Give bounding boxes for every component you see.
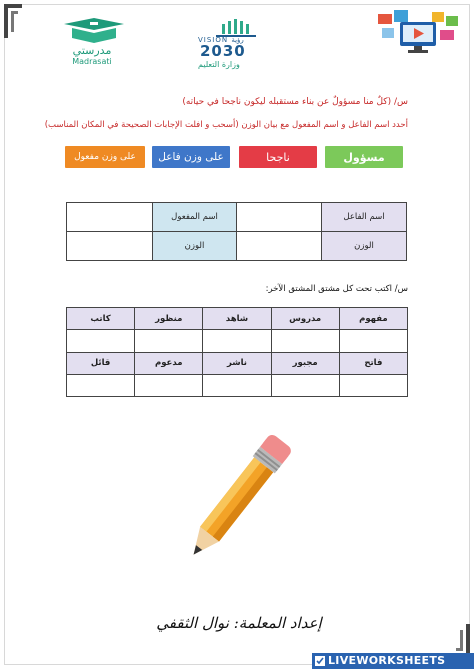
derivative-word-cell: كاتب	[67, 308, 135, 330]
answer-input-cell[interactable]	[271, 374, 339, 396]
answer-table	[66, 202, 407, 261]
pencil-icon	[168, 418, 318, 568]
question-2-text: أحدد اسم الفاعل و اسم المفعول مع بيان الوزن (أسحب و افلت الإجابات الصحيحة في المكان المناسب)	[44, 120, 408, 130]
derivative-word-cell: منظور	[135, 308, 203, 330]
table-row	[67, 374, 408, 396]
drag-chip-fa3il-weight[interactable]: على وزن فاعل	[152, 146, 230, 168]
answer-input-cell[interactable]	[339, 330, 407, 352]
answer-input-cell[interactable]	[67, 374, 135, 396]
derivative-word-cell: مفهوم	[339, 308, 407, 330]
drag-chip-najihan[interactable]: ناجحا	[239, 146, 317, 168]
subject-label-cell: اسم الفاعل	[322, 203, 407, 232]
drop-zone-subject-weight[interactable]	[237, 232, 322, 261]
corner-ornament-icon	[2, 2, 24, 40]
ministry-name: وزارة التعليم	[198, 60, 240, 69]
table-row	[67, 352, 408, 374]
subject-weight-label-cell: الوزن	[322, 232, 407, 261]
derivative-word-cell: فاتح	[339, 352, 407, 374]
derivatives-table	[66, 307, 408, 397]
table-row	[67, 330, 408, 352]
drop-zone-subject[interactable]	[237, 203, 322, 232]
vision-word: VISION رؤية	[198, 36, 244, 44]
object-weight-label-cell: الوزن	[153, 232, 237, 261]
question-3-text: س/ اكتب تحت كل مشتق المشتق الآخر:	[265, 284, 408, 294]
answer-input-cell[interactable]	[271, 330, 339, 352]
answer-input-cell[interactable]	[135, 374, 203, 396]
answer-input-cell[interactable]	[203, 330, 271, 352]
teacher-credit: إعداد المعلمة: نوال الثقفي	[156, 614, 322, 632]
vision-year: 2030	[200, 42, 246, 60]
liveworksheets-brand[interactable]: LIVEWORKSHEETS	[328, 654, 446, 667]
video-media-icon	[378, 10, 460, 56]
derivative-word-cell: ناشر	[203, 352, 271, 374]
derivative-word-cell: قائل	[67, 352, 135, 374]
object-label-cell: اسم المفعول	[153, 203, 237, 232]
drop-zone-object-weight[interactable]	[67, 203, 153, 232]
answer-input-cell[interactable]	[339, 374, 407, 396]
table-row	[67, 308, 408, 330]
drag-chip-masool[interactable]: مسؤول	[325, 146, 403, 168]
question-1-text: س/ (كلٌ منا مسؤولٌ عن بناء مستقبله ليكون ناجحا في حياته)	[182, 97, 408, 107]
liveworksheets-logo-icon	[314, 655, 326, 667]
derivative-word-cell: مدعوم	[135, 352, 203, 374]
drag-chip-maf3ool-weight[interactable]: على وزن مفعول	[65, 146, 145, 168]
answer-input-cell[interactable]	[67, 330, 135, 352]
madrasati-arabic-text: مدرستي	[72, 44, 112, 57]
answer-input-cell[interactable]	[135, 330, 203, 352]
derivative-word-cell: مجبور	[271, 352, 339, 374]
derivative-word-cell: شاهد	[203, 308, 271, 330]
derivative-word-cell: مدروس	[271, 308, 339, 330]
drop-zone-object[interactable]	[67, 232, 153, 261]
answer-input-cell[interactable]	[203, 374, 271, 396]
madrasati-latin-text: Madrasati	[72, 57, 112, 66]
